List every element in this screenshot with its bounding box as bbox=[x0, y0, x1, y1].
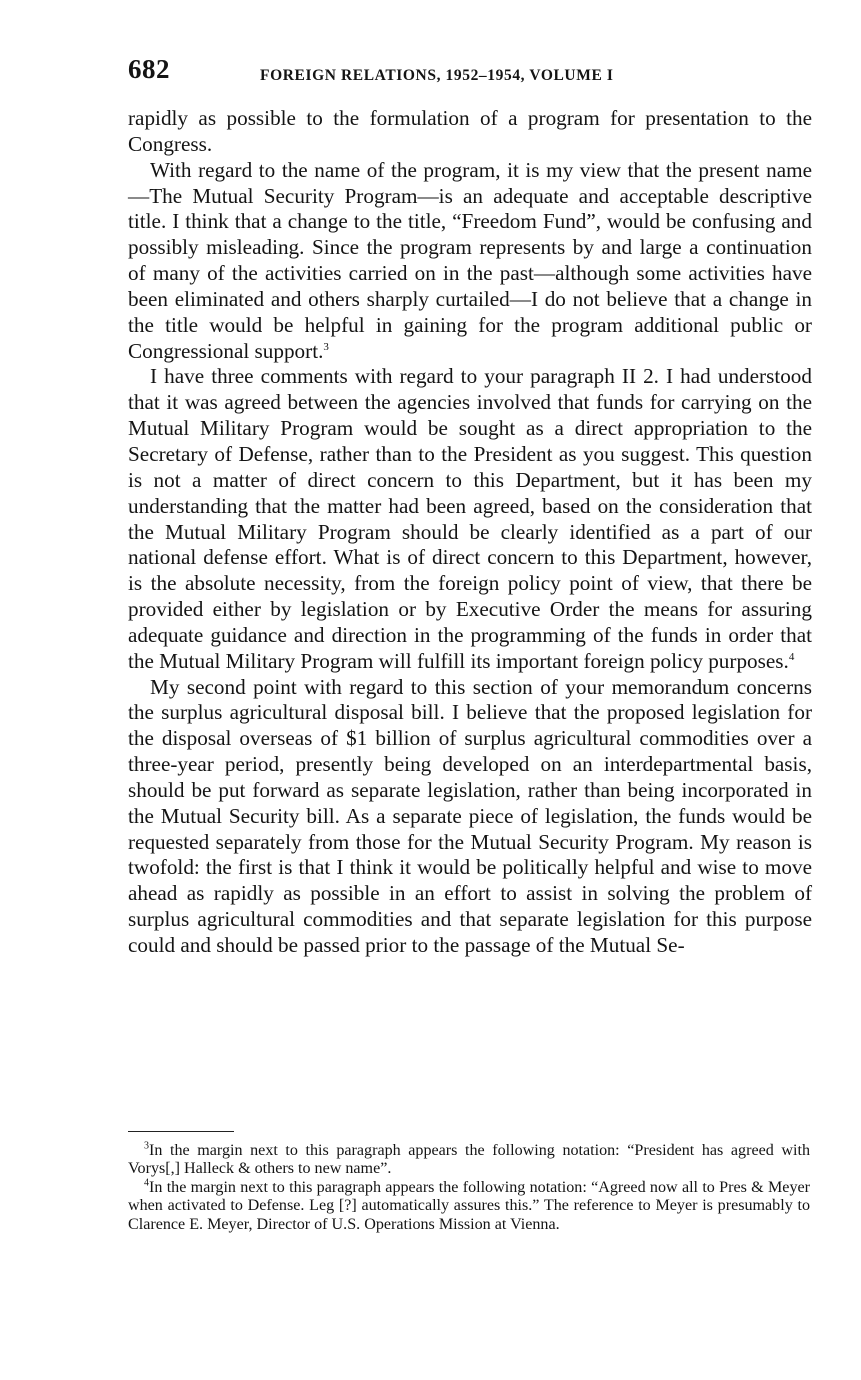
footnotes bbox=[128, 1142, 810, 1234]
paragraph-text: With regard to the name of the program, it is my view that the present name—The Mutual Security Program—is an adequate and acceptable descriptive title. I think that a change to the title, “Freedom Fund”, would be confusing and possibly misleading. Since the program represents by and large a continuation of many of the activities carried on in the past—although some activities have been eliminated and others sharply curtailed—I do not believe that a change in the title would be helpful in gaining for the program additional public or Congressional support. bbox=[128, 157, 812, 363]
paragraph-three-comments bbox=[128, 364, 812, 674]
footnote-text: In the margin next to this paragraph appears the following notation: “President has agreed with Vorys[,] Halleck & others to new name”. bbox=[128, 1142, 810, 1178]
running-head bbox=[128, 54, 818, 94]
footnote-divider bbox=[128, 1131, 234, 1132]
paragraph-second-point bbox=[128, 675, 812, 959]
body-text bbox=[128, 106, 812, 959]
paragraph-program-name bbox=[128, 158, 812, 365]
page-number: 682 bbox=[128, 54, 170, 84]
paragraph-text: rapidly as possible to the formulation of a program for presentation to the Congress. bbox=[128, 106, 812, 156]
footnote-reference: 4 bbox=[788, 650, 795, 663]
running-title: FOREIGN RELATIONS, 1952–1954, VOLUME I bbox=[260, 67, 614, 84]
footnote bbox=[128, 1142, 810, 1179]
footnote-mark: 3 bbox=[144, 1140, 149, 1152]
paragraph-text: I have three comments with regard to your paragraph II 2. I had understood that it was agreed between the agencies involved that funds for carrying on the Mutual Military Program would be sought as a direct appropriation to the Secretary of Defense, rather than to the President as you suggest. This question is not a matter of direct concern to this Department, but it has been my understanding that the matter had been agreed, based on the consideration that the Mutual Military Program should be clearly identified as a part of our national defense effort. What is of direct concern to this Department, however, is the absolute necessity, from the foreign policy point of view, that there be provided either by legislation or by Executive Order the means for assuring adequate guidance and direction in the programming of the funds in order that the Mutual Military Program will fulfill its important foreign policy purposes. bbox=[128, 364, 812, 673]
footnote-mark: 4 bbox=[144, 1177, 149, 1189]
paragraph-text: My second point with regard to this section of your memorandum concerns the surplus agricultural disposal bill. I believe that the proposed legislation for the disposal overseas of $1 billion of surplus agricultural commodities over a three-year period, presently being developed on an interdepartmental basis, should be put forward as separate legislation, rather than being incorporated in the Mutual Security bill. As a separate piece of legislation, the funds would be requested separately from those for the Mutual Security Program. My reason is twofold: the first is that I think it would be politically helpful and wise to move ahead as rapidly as possible in an effort to assist in solving the problem of surplus agricultural commodities and that separate legislation for this purpose could and should be passed prior to the passage of the Mutual Se- bbox=[128, 674, 812, 957]
footnote bbox=[128, 1179, 810, 1234]
paragraph-continuation bbox=[128, 106, 812, 158]
footnote-text: In the margin next to this paragraph appears the following notation: “Agreed now all to Pres & Meyer when activated to Defense. Leg [?] automatically assures this.” The reference to Meyer is presumably to Clarence E. Meyer, Director of U.S. Operations Mission at Vienna. bbox=[128, 1178, 810, 1233]
footnote-reference: 3 bbox=[323, 340, 329, 353]
